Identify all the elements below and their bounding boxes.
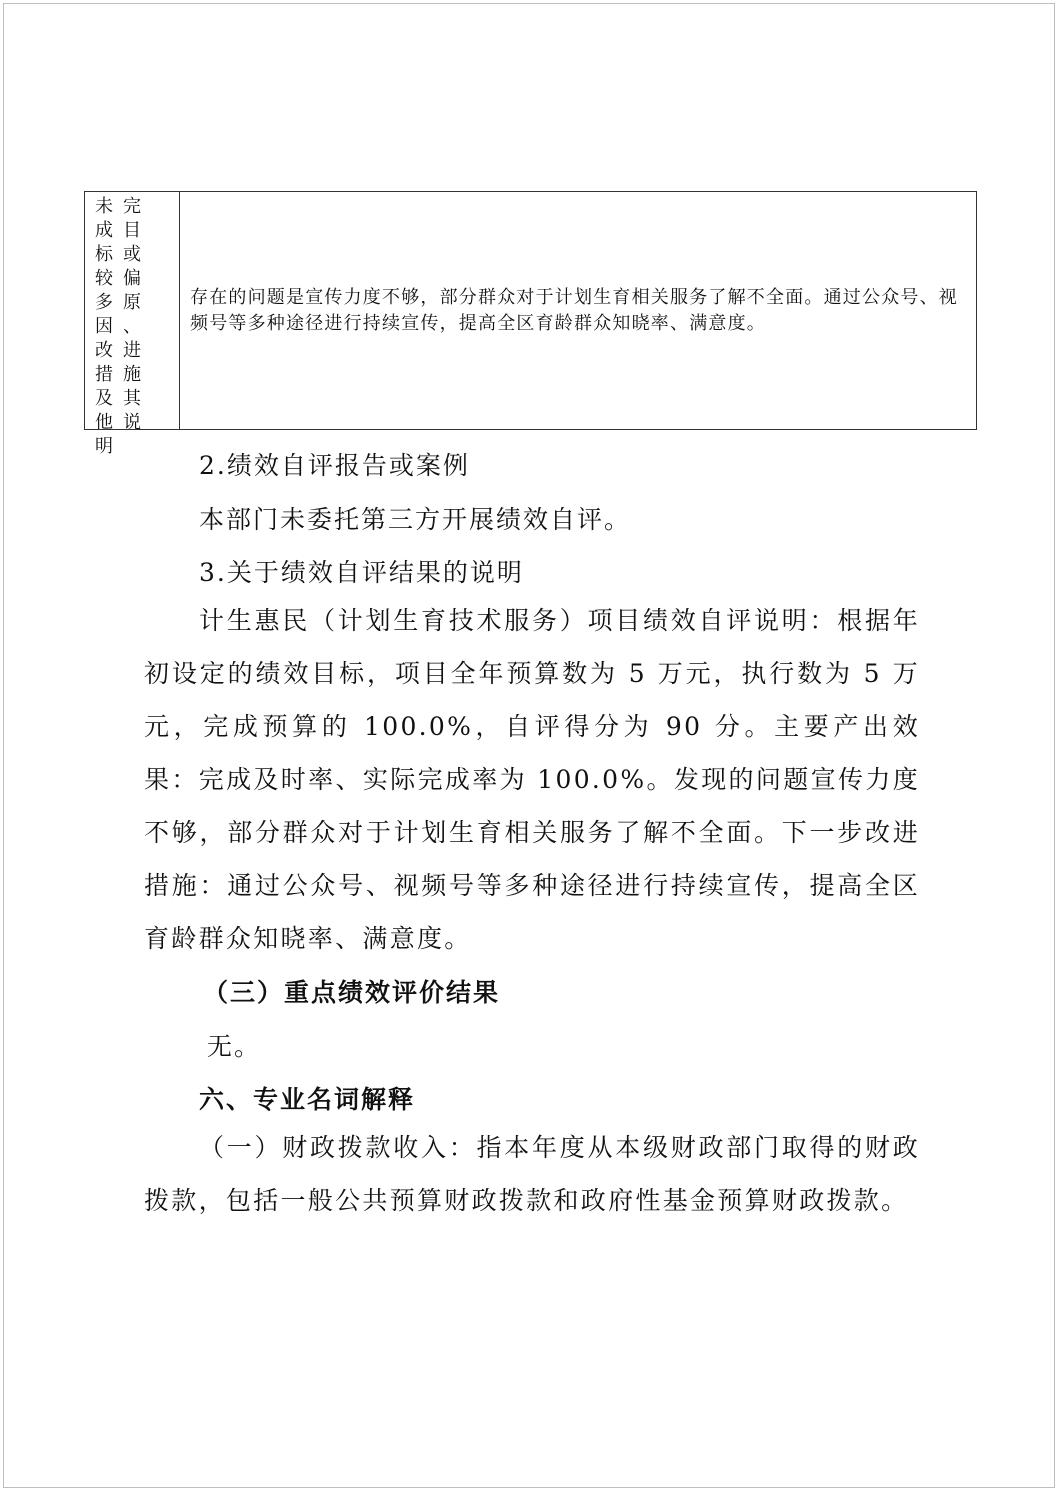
table-label-cell <box>85 192 180 457</box>
section-2-heading: 2.绩效自评报告或案例 <box>199 451 470 480</box>
section-6-heading: 六、专业名词解释 <box>199 1085 416 1114</box>
table-row <box>85 192 977 430</box>
section-2-text: 本部门未委托第三方开展绩效自评。 <box>199 505 632 534</box>
section-3-heading: 3.关于绩效自评结果的说明 <box>199 558 524 587</box>
section-6-paragraph: （一）财政拨款收入：指本年度从本级财政部门取得的财政拨款，包括一般公共预算财政拨款和政府性基金预算财政拨款。 <box>144 1133 920 1215</box>
performance-table <box>84 191 977 457</box>
section-key-text: 无。 <box>207 1032 262 1061</box>
section-key-heading: （三）重点绩效评价结果 <box>203 978 501 1007</box>
table-content-cell <box>180 192 977 430</box>
table-label: 未完成目标或较偏多原因、改进措施及其他说明 <box>95 196 151 457</box>
section-3-paragraph: 计生惠民（计划生育技术服务）项目绩效自评说明：根据年初设定的绩效目标，项目全年预算数为 5 万元，执行数为 5 万元，完成预算的 100.0%，自评得分为 90 分。主要产出效果：完成及时率、实际完成率为 100.0%。发现的问题宣传力度不够，部分群众对于计划生育相关服务了解不全面。下一步改进措施：通过公众号、视频号等多种途径进行持续宣传，提高全区育龄群众知晓率、满意度。 <box>144 606 920 953</box>
table-content: 存在的问题是宣传力度不够，部分群众对于计划生育相关服务了解不全面。通过公众号、视频号等多种途径进行持续宣传，提高全区育龄群众知晓率、满意度。 <box>190 286 958 334</box>
